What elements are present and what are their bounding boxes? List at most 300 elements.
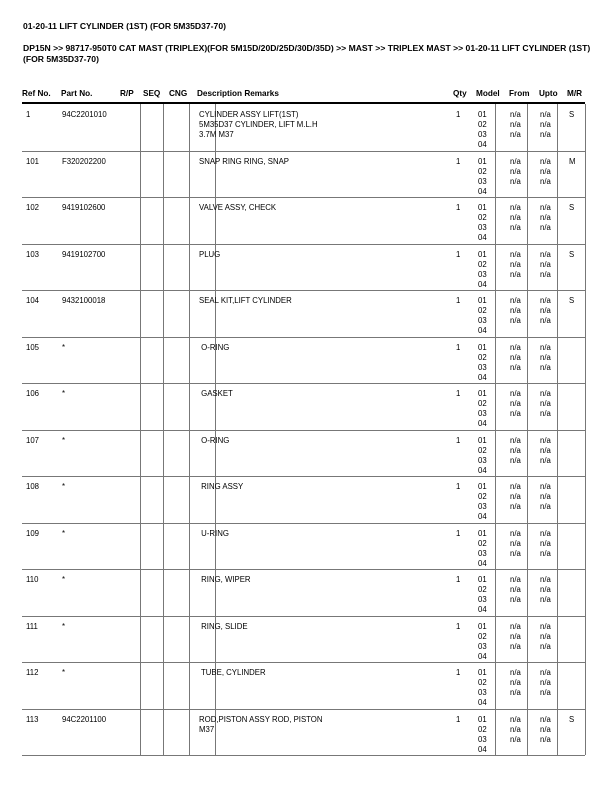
- model-value: 02: [478, 724, 487, 734]
- column-divider: [557, 430, 558, 477]
- upto-value: n/a: [540, 724, 551, 734]
- from-value: n/a: [510, 538, 521, 548]
- model-value: 01: [478, 296, 487, 305]
- column-divider: [585, 383, 586, 430]
- column-divider: [140, 383, 141, 430]
- description-cell: [199, 389, 233, 399]
- column-divider: [557, 616, 558, 663]
- column-divider: [585, 569, 586, 616]
- from-cell: [510, 203, 521, 233]
- qty-cell: 1: [456, 156, 461, 166]
- column-divider: [189, 337, 190, 384]
- upto-value: n/a: [540, 342, 551, 352]
- description-line: SNAP RING RING, SNAP: [199, 156, 289, 166]
- description-cell: [199, 436, 229, 446]
- qty-cell: 1: [456, 668, 461, 677]
- model-value: 01: [478, 482, 487, 491]
- from-value: n/a: [510, 399, 521, 408]
- qty-cell: 1: [456, 621, 461, 631]
- upto-value: n/a: [540, 641, 551, 651]
- from-value: n/a: [510, 595, 521, 604]
- from-value: n/a: [510, 120, 521, 129]
- description-line: VALVE ASSY, CHECK: [199, 203, 277, 212]
- from-value: n/a: [510, 213, 521, 222]
- from-value: n/a: [510, 130, 521, 139]
- model-value: 03: [478, 595, 487, 604]
- column-divider: [140, 151, 141, 198]
- model-cell: [478, 110, 487, 150]
- description-cell: [199, 482, 243, 492]
- qty-cell: 1: [456, 110, 461, 119]
- from-cell: [510, 529, 521, 559]
- table-row: [22, 197, 585, 245]
- from-value: n/a: [510, 249, 521, 259]
- model-value: 02: [478, 538, 487, 548]
- mr-cell: S: [569, 249, 575, 259]
- model-cell: [478, 622, 487, 662]
- column-divider: [189, 662, 190, 709]
- upto-cell: [540, 110, 551, 140]
- table-row: [22, 290, 585, 338]
- description-cell: [199, 622, 248, 632]
- description-line: RING, SLIDE: [199, 621, 248, 631]
- column-divider: [585, 104, 586, 151]
- model-value: 02: [478, 445, 487, 455]
- model-value: 03: [478, 130, 487, 139]
- model-cell: [478, 389, 487, 429]
- upto-value: n/a: [540, 362, 551, 372]
- column-divider: [140, 523, 141, 570]
- model-value: 01: [478, 110, 487, 119]
- from-cell: [510, 622, 521, 652]
- from-cell: [510, 157, 521, 187]
- upto-value: n/a: [540, 538, 551, 548]
- ref-no-cell: 103: [26, 249, 40, 259]
- column-divider: [527, 523, 528, 570]
- from-value: n/a: [510, 409, 521, 418]
- qty-cell: 1: [456, 528, 461, 538]
- model-cell: [478, 482, 487, 522]
- column-divider: [527, 709, 528, 756]
- part-no-cell: *: [62, 482, 66, 491]
- upto-value: n/a: [540, 176, 551, 186]
- upto-value: n/a: [540, 259, 551, 269]
- header-ref-no: Ref No.: [22, 89, 51, 98]
- model-value: 03: [478, 176, 487, 186]
- description-line: RING ASSY: [199, 482, 244, 491]
- upto-value: n/a: [540, 213, 551, 222]
- model-value: 04: [478, 279, 487, 289]
- upto-value: n/a: [540, 714, 551, 724]
- description-cell: [199, 250, 220, 260]
- from-cell: [510, 110, 521, 140]
- column-divider: [527, 383, 528, 430]
- upto-value: n/a: [540, 166, 551, 176]
- model-value: 02: [478, 631, 487, 641]
- description-line: GASKET: [199, 389, 233, 398]
- ref-no-cell: 107: [26, 435, 40, 445]
- column-divider: [140, 290, 141, 337]
- model-value: 04: [478, 605, 487, 614]
- model-cell: [478, 436, 487, 476]
- description-line: 3.7M M37: [199, 130, 234, 139]
- column-divider: [527, 430, 528, 477]
- part-no-cell: 94C2201100: [62, 714, 107, 724]
- qty-cell: 1: [456, 249, 461, 259]
- column-divider: [557, 151, 558, 198]
- column-divider: [495, 383, 496, 430]
- upto-cell: [540, 296, 551, 326]
- qty-cell: 1: [456, 575, 461, 584]
- part-no-cell: 9419102600: [62, 203, 106, 212]
- upto-cell: [540, 157, 551, 187]
- header-qty: Qty: [453, 89, 467, 98]
- upto-value: n/a: [540, 110, 551, 119]
- model-value: 01: [478, 528, 487, 538]
- column-divider: [527, 197, 528, 244]
- column-divider: [527, 476, 528, 523]
- model-cell: [478, 250, 487, 290]
- table-row: [22, 383, 585, 431]
- model-value: 01: [478, 389, 487, 398]
- column-divider: [140, 616, 141, 663]
- upto-value: n/a: [540, 352, 551, 362]
- model-value: 01: [478, 249, 487, 259]
- column-divider: [163, 662, 164, 709]
- ref-no-cell: 113: [26, 714, 39, 724]
- model-value: 01: [478, 575, 487, 584]
- column-divider: [495, 476, 496, 523]
- description-line: M37: [199, 724, 215, 734]
- ref-no-cell: 1: [26, 110, 31, 119]
- table-row: [22, 244, 585, 292]
- upto-value: n/a: [540, 435, 551, 445]
- part-no-cell: *: [62, 389, 66, 398]
- part-no-cell: *: [62, 342, 66, 352]
- column-divider: [527, 616, 528, 663]
- column-divider: [495, 523, 496, 570]
- column-divider: [495, 290, 496, 337]
- column-divider: [527, 151, 528, 198]
- model-value: 03: [478, 734, 487, 744]
- column-divider: [189, 569, 190, 616]
- qty-cell: 1: [456, 296, 461, 305]
- table-row: [22, 569, 585, 617]
- upto-value: n/a: [540, 595, 551, 604]
- upto-cell: [540, 250, 551, 280]
- from-value: n/a: [510, 482, 521, 491]
- model-value: 01: [478, 203, 487, 212]
- column-divider: [163, 197, 164, 244]
- upto-value: n/a: [540, 156, 551, 166]
- model-value: 02: [478, 352, 487, 362]
- column-divider: [557, 104, 558, 151]
- column-divider: [527, 104, 528, 151]
- upto-value: n/a: [540, 668, 551, 677]
- model-value: 03: [478, 688, 487, 697]
- column-divider: [557, 197, 558, 244]
- model-value: 04: [478, 698, 487, 707]
- from-cell: [510, 482, 521, 512]
- model-cell: [478, 296, 487, 336]
- model-value: 02: [478, 399, 487, 408]
- header-mr: M/R: [567, 89, 583, 98]
- model-value: 04: [478, 419, 487, 428]
- upto-cell: [540, 529, 551, 559]
- model-value: 02: [478, 306, 487, 315]
- description-cell: [199, 110, 318, 140]
- description-line: SEAL KIT,LIFT CYLINDER: [199, 296, 292, 305]
- from-value: n/a: [510, 166, 521, 176]
- ref-no-cell: 111: [26, 621, 38, 631]
- column-divider: [163, 523, 164, 570]
- upto-value: n/a: [540, 445, 551, 455]
- part-no-cell: *: [62, 575, 66, 584]
- column-divider: [495, 709, 496, 756]
- upto-cell: [540, 436, 551, 466]
- from-value: n/a: [510, 259, 521, 269]
- model-value: 01: [478, 435, 487, 445]
- from-value: n/a: [510, 688, 521, 697]
- column-divider: [585, 197, 586, 244]
- model-value: 02: [478, 585, 487, 594]
- upto-value: n/a: [540, 455, 551, 465]
- upto-cell: [540, 715, 551, 745]
- upto-value: n/a: [540, 306, 551, 315]
- model-value: 04: [478, 465, 487, 475]
- mr-cell: M: [569, 156, 576, 166]
- header-part-no: Part No.: [61, 89, 93, 98]
- header-upto: Upto: [539, 89, 558, 98]
- column-divider: [140, 197, 141, 244]
- part-no-cell: F320202200: [62, 156, 106, 166]
- table-row: [22, 430, 585, 478]
- from-value: n/a: [510, 455, 521, 465]
- model-value: 04: [478, 651, 487, 661]
- ref-no-cell: 101: [26, 156, 40, 166]
- from-value: n/a: [510, 714, 521, 724]
- from-cell: [510, 389, 521, 419]
- upto-value: n/a: [540, 269, 551, 279]
- column-divider: [163, 430, 164, 477]
- from-value: n/a: [510, 502, 521, 511]
- part-no-cell: *: [62, 528, 66, 538]
- column-divider: [557, 244, 558, 291]
- from-value: n/a: [510, 306, 521, 315]
- ref-no-cell: 109: [26, 528, 40, 538]
- column-divider: [189, 616, 190, 663]
- part-no-cell: *: [62, 435, 66, 445]
- column-divider: [163, 290, 164, 337]
- mr-cell: S: [569, 714, 575, 724]
- table-row: [22, 476, 585, 524]
- column-divider: [557, 569, 558, 616]
- upto-value: n/a: [540, 409, 551, 418]
- model-value: 04: [478, 744, 487, 754]
- column-divider: [527, 569, 528, 616]
- from-value: n/a: [510, 435, 521, 445]
- upto-value: n/a: [540, 585, 551, 594]
- upto-cell: [540, 343, 551, 373]
- part-no-cell: 9419102700: [62, 249, 106, 259]
- column-divider: [557, 709, 558, 756]
- column-divider: [495, 337, 496, 384]
- qty-cell: 1: [456, 342, 461, 352]
- column-divider: [585, 151, 586, 198]
- column-divider: [495, 104, 496, 151]
- model-value: 01: [478, 342, 487, 352]
- column-divider: [163, 151, 164, 198]
- model-value: 02: [478, 213, 487, 222]
- model-cell: [478, 343, 487, 383]
- model-value: 04: [478, 512, 487, 521]
- column-divider: [585, 337, 586, 384]
- from-value: n/a: [510, 203, 521, 212]
- model-value: 03: [478, 223, 487, 232]
- column-divider: [140, 104, 141, 151]
- description-line: O-RING: [199, 435, 230, 445]
- from-value: n/a: [510, 223, 521, 232]
- column-divider: [163, 244, 164, 291]
- column-divider: [189, 383, 190, 430]
- header-from: From: [509, 89, 530, 98]
- column-divider: [140, 662, 141, 709]
- column-divider: [585, 476, 586, 523]
- from-value: n/a: [510, 678, 521, 687]
- description-cell: [199, 715, 322, 735]
- upto-value: n/a: [540, 678, 551, 687]
- model-value: 02: [478, 166, 487, 176]
- model-cell: [478, 575, 487, 615]
- table-row: [22, 337, 585, 385]
- upto-cell: [540, 575, 551, 605]
- upto-value: n/a: [540, 734, 551, 744]
- column-divider: [189, 151, 190, 198]
- column-divider: [189, 290, 190, 337]
- column-divider: [189, 476, 190, 523]
- ref-no-cell: 104: [26, 296, 40, 305]
- description-line: 5M35D37 CYLINDER, LIFT M.L.H: [199, 120, 318, 129]
- ref-no-cell: 102: [26, 203, 40, 212]
- column-divider: [163, 616, 164, 663]
- upto-cell: [540, 203, 551, 233]
- column-divider: [163, 476, 164, 523]
- from-value: n/a: [510, 548, 521, 558]
- header-cng: CNG: [169, 89, 188, 98]
- upto-cell: [540, 622, 551, 652]
- upto-value: n/a: [540, 389, 551, 398]
- from-cell: [510, 715, 521, 745]
- column-divider: [557, 662, 558, 709]
- from-value: n/a: [510, 352, 521, 362]
- upto-value: n/a: [540, 482, 551, 491]
- column-divider: [495, 244, 496, 291]
- from-value: n/a: [510, 389, 521, 398]
- from-value: n/a: [510, 631, 521, 641]
- header-model: Model: [476, 89, 500, 98]
- model-value: 04: [478, 140, 487, 149]
- column-divider: [527, 244, 528, 291]
- part-no-cell: *: [62, 621, 66, 631]
- table-row: [22, 662, 585, 710]
- model-value: 03: [478, 362, 487, 372]
- column-divider: [585, 244, 586, 291]
- model-value: 02: [478, 492, 487, 501]
- column-divider: [189, 104, 190, 151]
- column-divider: [527, 337, 528, 384]
- qty-cell: 1: [456, 389, 461, 398]
- column-divider: [189, 523, 190, 570]
- model-cell: [478, 157, 487, 197]
- column-divider: [495, 616, 496, 663]
- column-divider: [140, 430, 141, 477]
- upto-cell: [540, 668, 551, 698]
- from-cell: [510, 296, 521, 326]
- model-value: 02: [478, 259, 487, 269]
- upto-value: n/a: [540, 631, 551, 641]
- upto-value: n/a: [540, 575, 551, 584]
- mr-cell: S: [569, 110, 575, 119]
- column-divider: [163, 104, 164, 151]
- model-value: 04: [478, 326, 487, 335]
- model-value: 03: [478, 409, 487, 418]
- column-divider: [557, 290, 558, 337]
- column-divider: [585, 430, 586, 477]
- upto-value: n/a: [540, 688, 551, 697]
- from-value: n/a: [510, 110, 521, 119]
- column-divider: [585, 523, 586, 570]
- column-divider: [163, 337, 164, 384]
- model-cell: [478, 715, 487, 755]
- column-divider: [495, 569, 496, 616]
- description-cell: [199, 529, 229, 539]
- header-rp: R/P: [120, 89, 134, 98]
- description-line: RING, WIPER: [199, 575, 251, 584]
- upto-value: n/a: [540, 223, 551, 232]
- model-value: 04: [478, 558, 487, 568]
- column-divider: [189, 709, 190, 756]
- from-cell: [510, 575, 521, 605]
- table-row: [22, 151, 585, 199]
- description-line: PLUG: [199, 249, 221, 259]
- column-divider: [585, 290, 586, 337]
- upto-value: n/a: [540, 130, 551, 139]
- column-divider: [557, 383, 558, 430]
- part-no-cell: 9432100018: [62, 296, 106, 305]
- model-cell: [478, 203, 487, 243]
- description-cell: [199, 157, 289, 167]
- model-value: 01: [478, 714, 487, 724]
- column-divider: [495, 197, 496, 244]
- column-divider: [140, 709, 141, 756]
- qty-cell: 1: [456, 203, 461, 212]
- column-divider: [495, 151, 496, 198]
- model-value: 01: [478, 156, 487, 166]
- upto-value: n/a: [540, 492, 551, 501]
- table-row: [22, 104, 585, 152]
- from-value: n/a: [510, 585, 521, 594]
- upto-value: n/a: [540, 528, 551, 538]
- column-divider: [140, 476, 141, 523]
- qty-cell: 1: [456, 482, 461, 491]
- ref-no-cell: 105: [26, 342, 40, 352]
- upto-value: n/a: [540, 120, 551, 129]
- from-cell: [510, 343, 521, 373]
- from-value: n/a: [510, 528, 521, 538]
- column-divider: [585, 709, 586, 756]
- model-cell: [478, 529, 487, 569]
- from-cell: [510, 250, 521, 280]
